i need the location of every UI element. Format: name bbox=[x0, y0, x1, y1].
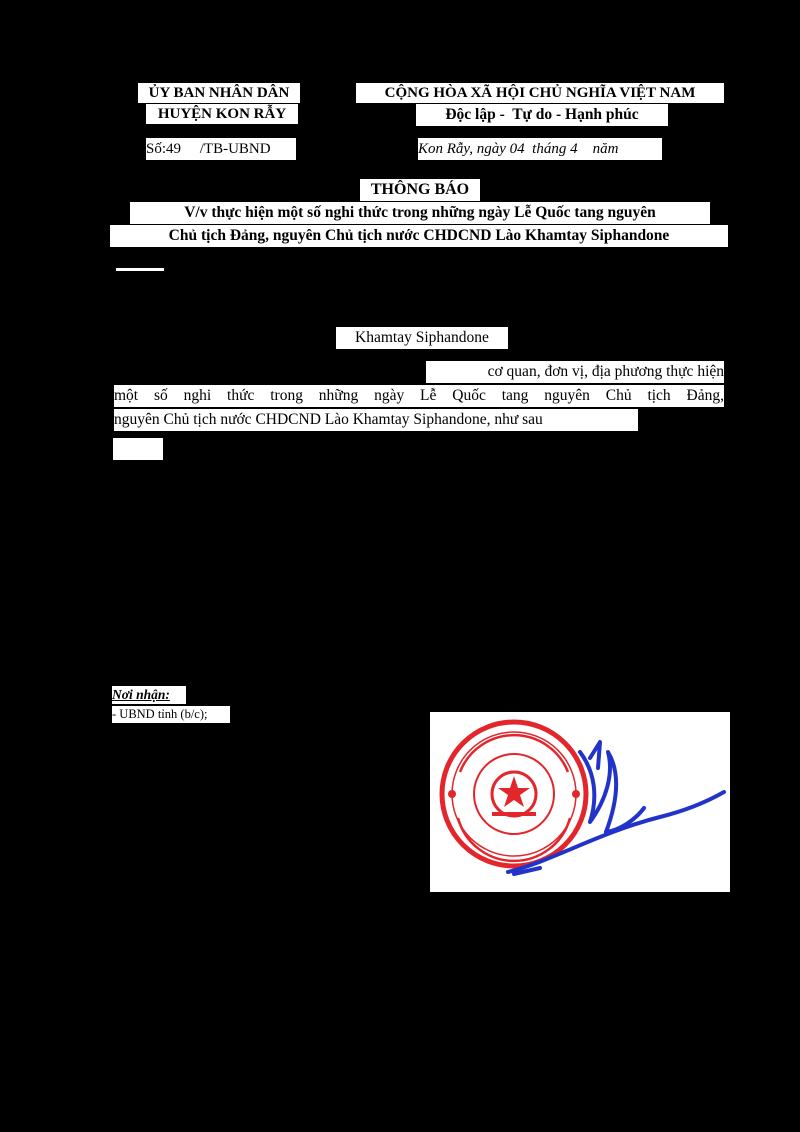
issuer-line-2: HUYỆN KON RẪY bbox=[146, 104, 298, 124]
red-seal-icon bbox=[442, 722, 586, 866]
subject-line-2: Chủ tịch Đảng, nguyên Chủ tịch nước CHDCND Lào Khamtay Siphandone bbox=[110, 225, 728, 247]
subject-line-1: V/v thực hiện một số nghi thức trong những ngày Lễ Quốc tang nguyên bbox=[130, 202, 710, 224]
signature-area bbox=[430, 712, 730, 892]
issuer-line-1: ỦY BAN NHÂN DÂN bbox=[138, 83, 300, 103]
document-title: THÔNG BÁO bbox=[360, 179, 480, 201]
text-fragment-block bbox=[113, 438, 163, 460]
paragraph-line-1: cơ quan, đơn vị, địa phương thực hiện bbox=[426, 361, 724, 383]
national-title: CỘNG HÒA XÃ HỘI CHỦ NGHĨA VIỆT NAM bbox=[356, 83, 724, 103]
issue-date: Kon Rẫy, ngày 04 tháng 4 năm bbox=[418, 138, 662, 160]
paragraph-line-2: một số nghi thức trong những ngày Lễ Quốc tang nguyên Chủ tịch Đảng, bbox=[114, 385, 724, 407]
leader-name-fragment: Khamtay Siphandone bbox=[336, 327, 508, 349]
recipient-item: - UBND tỉnh (b/c); bbox=[112, 706, 230, 723]
recipients-heading: Nơi nhận: bbox=[112, 686, 186, 704]
paragraph-line-3: nguyên Chủ tịch nước CHDCND Lào Khamtay Siphandone, như sau bbox=[114, 409, 638, 431]
document-number: Số:49 /TB-UBND bbox=[146, 138, 296, 160]
title-underline bbox=[116, 268, 164, 271]
national-motto: Độc lập - Tự do - Hạnh phúc bbox=[416, 104, 668, 126]
official-seal-with-signature bbox=[430, 712, 730, 892]
